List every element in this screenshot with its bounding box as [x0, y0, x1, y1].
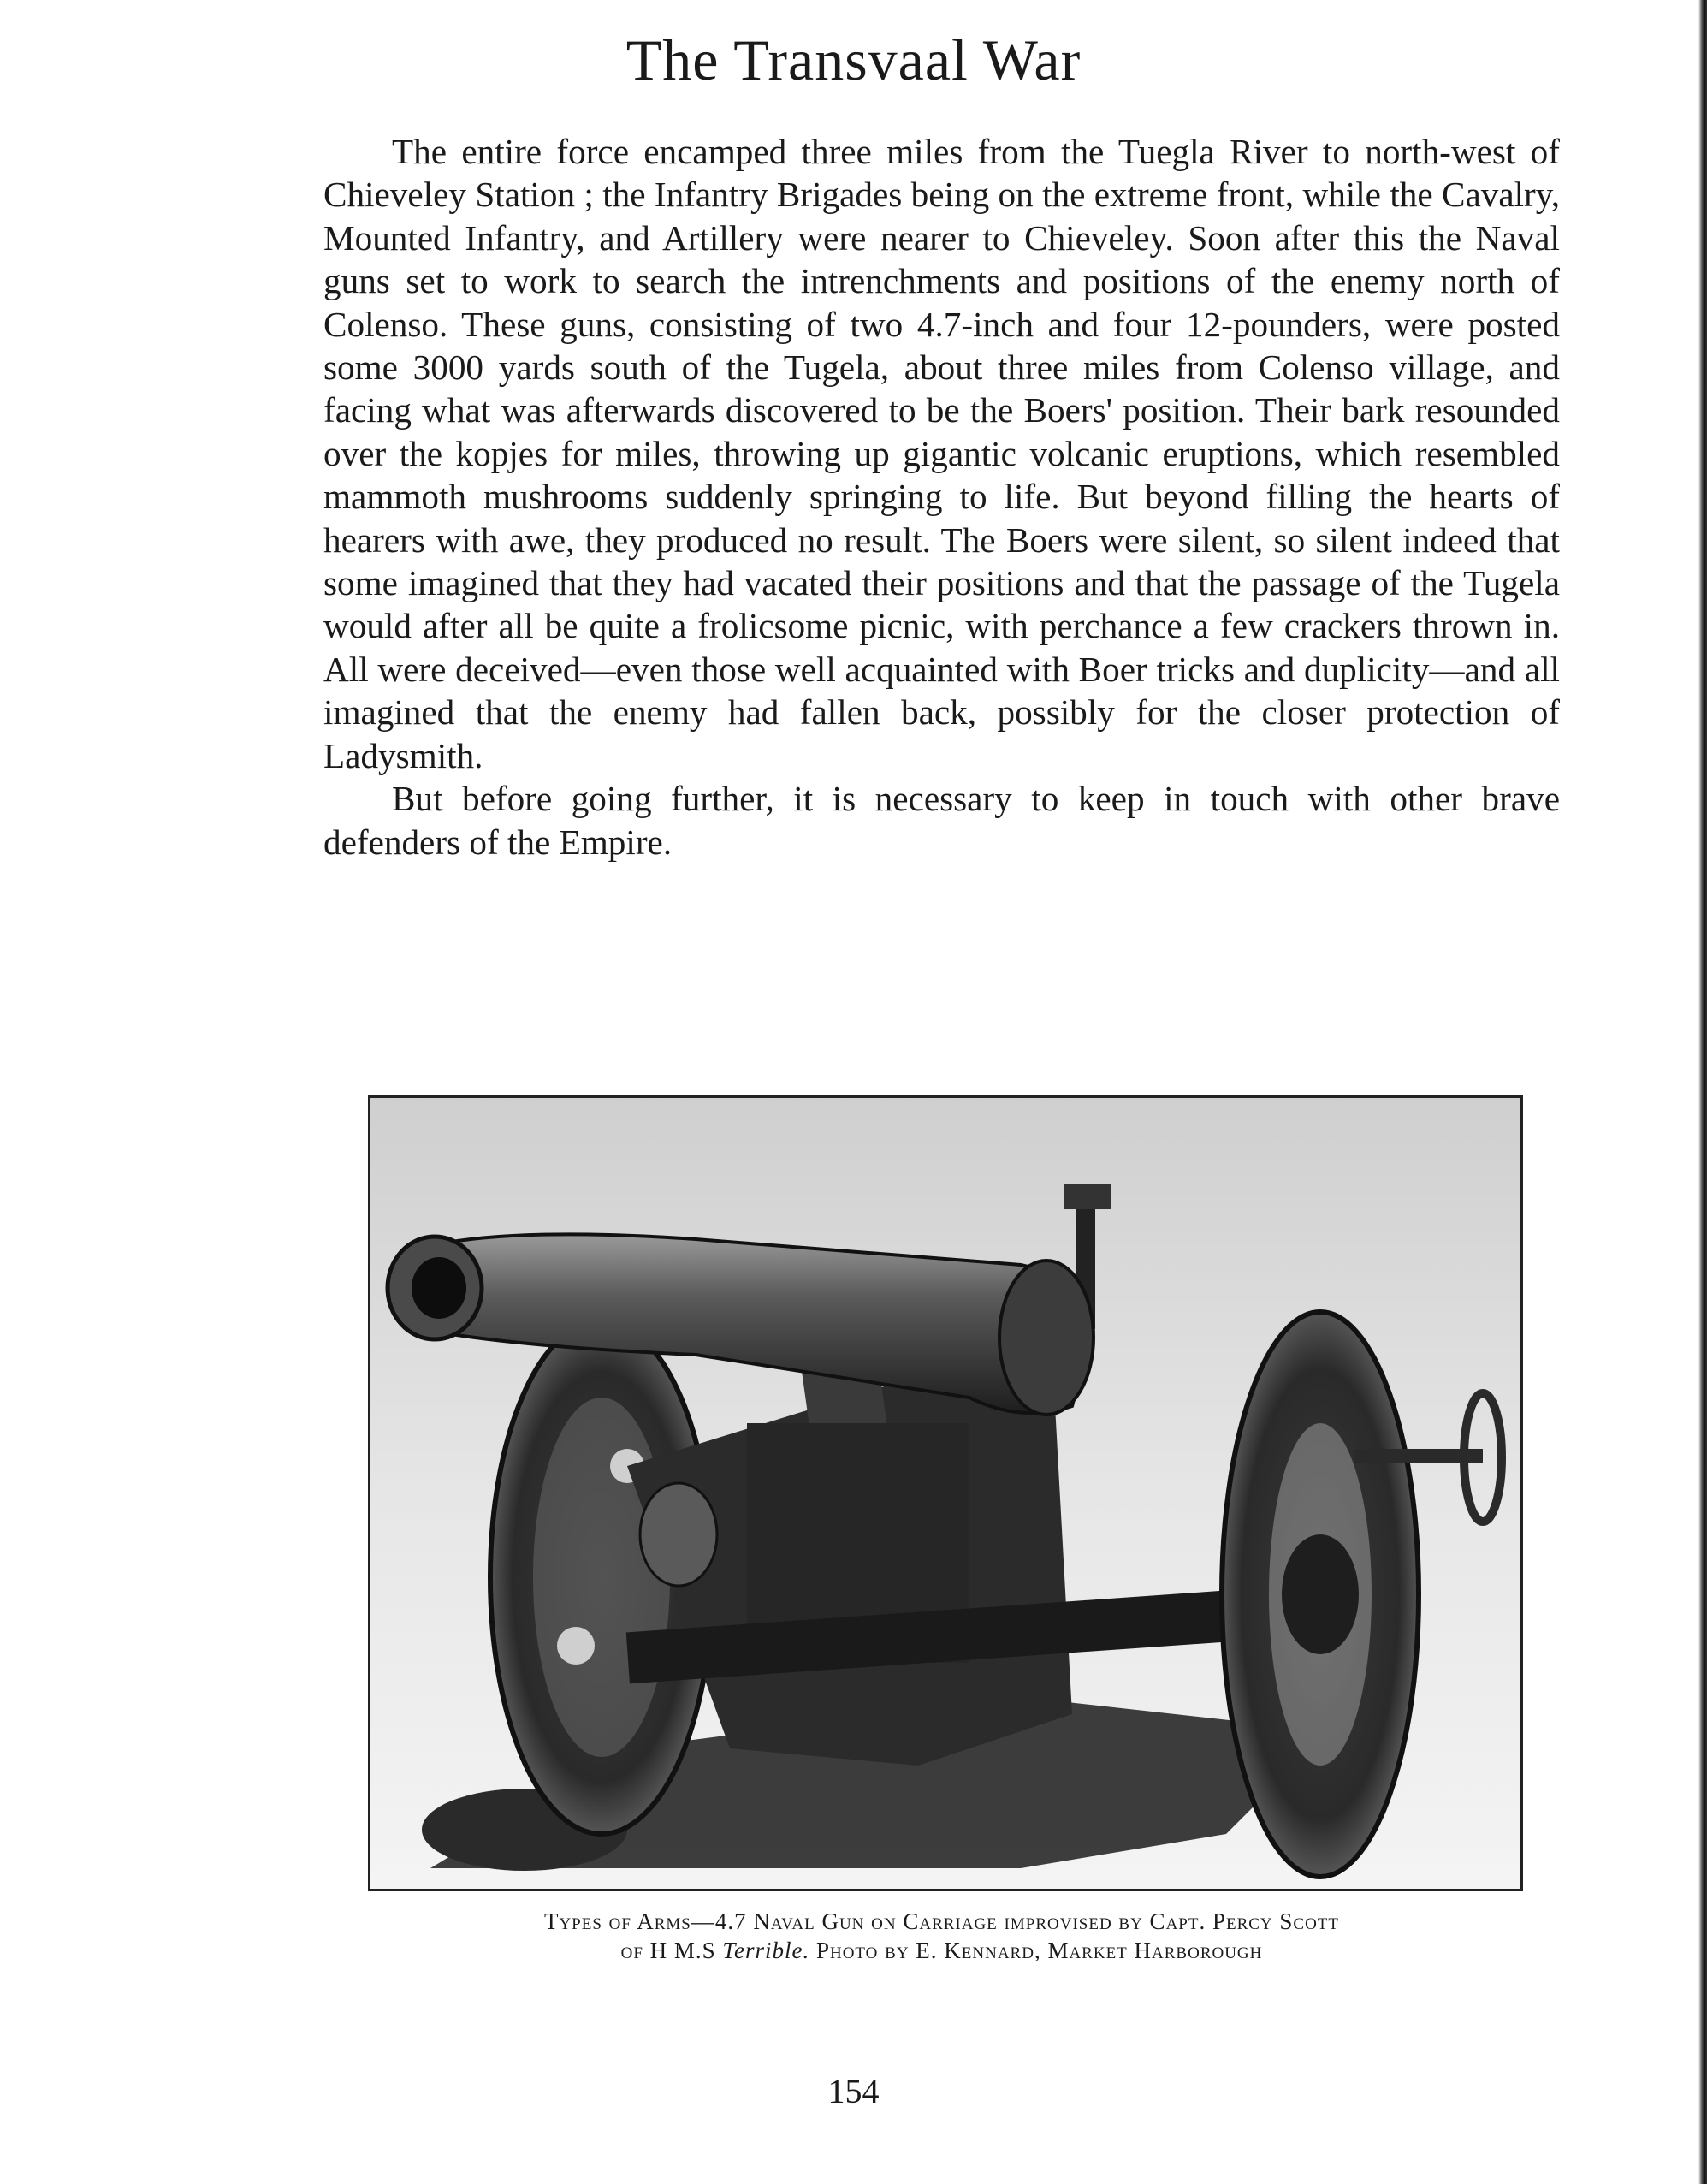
running-head: The Transvaal War: [625, 27, 1082, 92]
binding-edge: [1698, 0, 1707, 2184]
body-text: [323, 130, 1560, 864]
figure-caption: [323, 1907, 1560, 1965]
caption-line-1: Types of Arms—4.7 Naval Gun on Carriage improvised by Capt. Percy Scott: [543, 1908, 1340, 1934]
caption-line-2-prefix: of H M.S: [620, 1938, 723, 1963]
naval-gun-photograph: [368, 1095, 1523, 1891]
naval-gun-illustration: [370, 1098, 1520, 1889]
caption-line-2-suffix: Photo by E. Kennard, Market Harborough: [809, 1938, 1263, 1963]
page-number: 154: [827, 2072, 880, 2110]
caption-ship-name: Terrible.: [722, 1938, 810, 1963]
paragraph-2: But before going further, it is necessary to keep in touch with other brave defenders of the Empire.: [323, 779, 1560, 862]
caption-line-2: [323, 1936, 1560, 1965]
paragraph-1: The entire force encamped three miles from the Tuegla River to north-west of Chieveley Station ; the Infantry Brigades being on the extreme front, while the Cavalry, Mounted Infantry, and Artillery were nearer to Chieveley. Soon after this the Naval guns set to work to search the intrenchments and positions of the enemy north of Colenso. These guns, consisting of two 4.7-inch and four 12-pounders, were posted some 3000 yards south of the Tugela, about three miles from Colenso village, and facing what was afterwards discovered to be the Boers' position. Their bark resounded over the kopjes for miles, throwing up gigantic volcanic eruptions, which resembled mammoth mushrooms suddenly springing to life. But beyond filling the hearts of hearers with awe, they produced no result. The Boers were silent, so silent indeed that some imagined that they had vacated their positions and that the passage of the Tugela would after all be quite a frolicsome picnic, with perchance a few crackers thrown in. All were deceived—even those well acquainted with Boer tricks and duplicity—and all imagined that the enemy had fallen back, possibly for the closer protection of Ladysmith.: [323, 132, 1560, 775]
